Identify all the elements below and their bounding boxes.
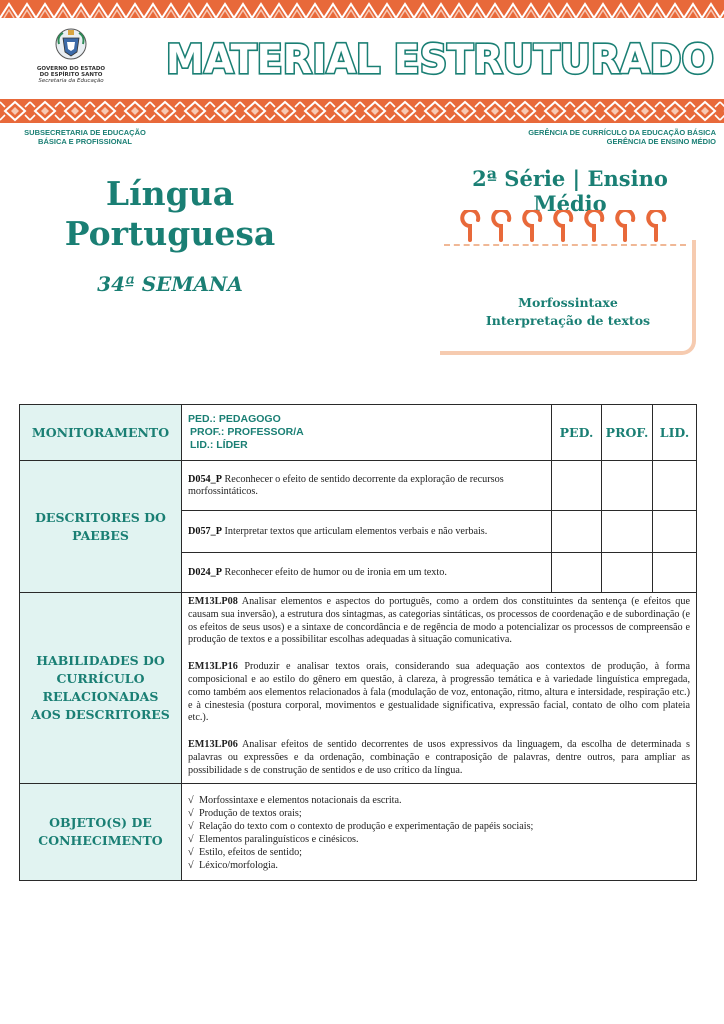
check-mark-icon: √ <box>188 820 194 832</box>
check-box-prof[interactable] <box>602 553 653 593</box>
check-box-lid[interactable] <box>653 461 697 511</box>
mid-pattern-band <box>0 99 724 123</box>
government-logo <box>28 26 114 84</box>
spiral-rings-icon <box>456 210 686 244</box>
subject-title: Língua Portuguesa <box>64 174 276 253</box>
curriculum-table <box>19 404 697 881</box>
check-box-prof[interactable] <box>602 461 653 511</box>
descriptors-label: DESCRITORES DO PAEBES <box>20 461 182 593</box>
object-item: √ Produção de textos orais; <box>188 807 302 819</box>
col-lid: LID. <box>653 405 697 461</box>
col-prof: PROF. <box>602 405 653 461</box>
check-box-ped[interactable] <box>552 461 602 511</box>
objects-content <box>182 783 697 880</box>
skills-row <box>20 593 697 784</box>
topic-item: Morfossintaxe <box>518 295 618 310</box>
secretaria-label: Secretaria da Educação <box>38 78 104 84</box>
check-box-lid[interactable] <box>653 511 697 553</box>
check-mark-icon: √ <box>188 846 194 858</box>
objects-row <box>20 783 697 880</box>
object-item: √ Estilo, efeitos de sentido; <box>188 846 302 858</box>
check-box-prof[interactable] <box>602 511 653 553</box>
skills-content <box>182 593 697 784</box>
object-item: √ Léxico/morfologia. <box>188 859 278 871</box>
topics-list <box>440 294 696 330</box>
col-ped: PED. <box>552 405 602 461</box>
object-item: √ Elementos paralinguísticos e cinésicos. <box>188 833 359 845</box>
monitoring-row <box>20 405 697 461</box>
material-estruturado-title: MATERIAL ESTRUTURADO <box>166 37 714 80</box>
notebook-card <box>440 210 700 358</box>
check-mark-icon: √ <box>188 794 194 806</box>
descriptor-item: D054_P Reconhecer o efeito de sentido decorrente da exploração de recursos morfossintáticos. <box>182 461 552 511</box>
week-label: 34ª SEMANA <box>97 272 243 296</box>
skills-label: HABILIDADES DO CURRÍCULO RELACIONADAS AOS DESCRITORES <box>20 593 182 784</box>
check-box-lid[interactable] <box>653 553 697 593</box>
topic-item: Interpretação de textos <box>485 313 651 328</box>
check-box-ped[interactable] <box>552 511 602 553</box>
descriptor-item: D024_P Reconhecer efeito de humor ou de ironia em um texto. <box>182 553 552 593</box>
gerencia-label: GERÊNCIA DE CURRÍCULO DA EDUCAÇÃO BÁSICA GERÊNCIA DE ENSINO MÉDIO <box>528 128 716 146</box>
descriptor-item: D057_P Interpretar textos que articulam elementos verbais e não verbais. <box>182 511 552 553</box>
grade-label: 2ª Série | Ensino Médio <box>472 166 668 216</box>
banner-title <box>166 36 718 80</box>
object-item: √ Morfossintaxe e elementos notacionais da escrita. <box>188 794 402 806</box>
notebook-dashed-line <box>444 244 686 246</box>
check-mark-icon: √ <box>188 833 194 845</box>
monitoring-label: MONITORAMENTO <box>20 405 182 461</box>
check-mark-icon: √ <box>188 859 194 871</box>
descriptor-row <box>20 461 697 511</box>
gov-line-2: DO ESPÍRITO SANTO <box>39 72 103 78</box>
coat-of-arms-icon <box>53 26 89 62</box>
check-box-ped[interactable] <box>552 553 602 593</box>
skill-item: EM13LP16 Produzir e analisar textos orais, considerando sua adequação aos contextos de produção, à forma composicional e ao estilo do gênero em questão, à clareza, à progressão temática e à variedade linguística empregada, como também aos elementos relacionados à fala (modulação de voz, entonação, ritmo, altura e intersidade, respiração etc.) e à cinestesia (postura corporal, movimentos e gestualidade significativa, expressão facial, contato de olho com plateia etc.). <box>188 661 690 724</box>
check-mark-icon: √ <box>188 807 194 819</box>
object-item: √ Relação do texto com o contexto de produção e experimentação de papéis sociais; <box>188 820 534 832</box>
gov-line-1: GOVERNO DO ESTADO <box>36 66 106 72</box>
skill-item: EM13LP08 Analisar elementos e aspectos do português, como a ordem dos constituintes da sentença (e efeitos que causam sua inversão), a estrutura dos sintagmas, as categorias sintáticas, os processos de coordenação e de subordinação (e os efeitos de seus usos) e a sintaxe de concordância e de regência de modo a potencializar os processos de compreensão e produção de textos e a possibilitar escolhas adequadas à situação comunicativa. <box>188 596 690 646</box>
monitoring-legend: PED.: PEDAGOGO PROF.: PROFESSOR/A LID.: LÍDER <box>182 405 552 461</box>
skill-item: EM13LP06 Analisar efeitos de sentido decorrentes de usos expressivos da linguagem, da escolha de determinada s palavras ou expressões e da ordenação, combinação e contraposição de palavras, dentre outros, para ampliar as possibilidade s de construção de sentidos e de uso crítico da língua. <box>188 739 690 776</box>
objects-label: OBJETO(S) DE CONHECIMENTO <box>20 783 182 880</box>
subsecretaria-label: SUBSECRETARIA DE EDUCAÇÃO BÁSICA E PROFISSIONAL <box>24 128 146 146</box>
top-pattern-band <box>0 0 724 18</box>
